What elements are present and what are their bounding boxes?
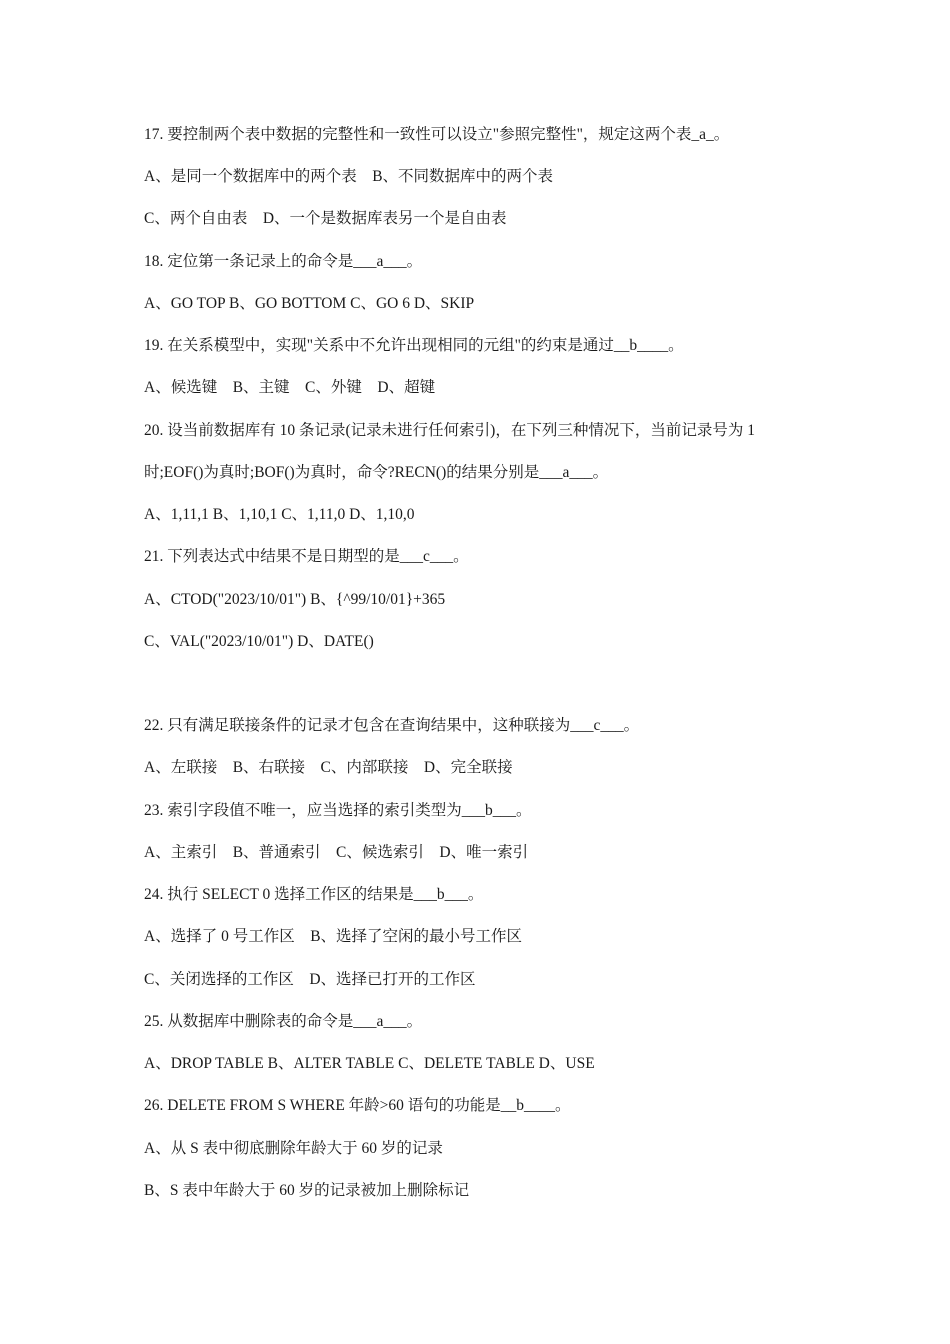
question-24-options-cd: C、关闭选择的工作区 D、选择已打开的工作区 <box>144 971 476 988</box>
question-26-option-a: A、从 S 表中彻底删除年龄大于 60 岁的记录 <box>144 1140 443 1157</box>
question-22-stem: 22. 只有满足联接条件的记录才包含在查询结果中，这种联接为___c___。 <box>144 717 640 734</box>
question-20-options: A、1,11,1 B、1,10,1 C、1,11,0 D、1,10,0 <box>144 506 415 523</box>
question-21-options-ab: A、CTOD("2023/10/01") B、{^99/10/01}+365 <box>144 591 446 608</box>
question-24-stem: 24. 执行 SELECT 0 选择工作区的结果是___b___。 <box>144 886 484 903</box>
question-18-options: A、GO TOP B、GO BOTTOM C、GO 6 D、SKIP <box>144 295 475 312</box>
question-22-options: A、左联接 B、右联接 C、内部联接 D、完全联接 <box>144 759 513 776</box>
question-24-options-ab: A、选择了 0 号工作区 B、选择了空闲的最小号工作区 <box>144 928 523 945</box>
question-26-stem: 26. DELETE FROM S WHERE 年龄>60 语句的功能是__b____。 <box>144 1097 571 1114</box>
question-20-stem-line-1: 20. 设当前数据库有 10 条记录(记录未进行任何索引)，在下列三种情况下，当前记录号为 1 <box>144 422 755 439</box>
question-23-stem: 23. 索引字段值不唯一，应当选择的索引类型为___b___。 <box>144 802 532 819</box>
question-17-stem: 17. 要控制两个表中数据的完整性和一致性可以设立"参照完整性"，规定这两个表_a_。 <box>144 126 730 143</box>
question-23-options: A、主索引 B、普通索引 C、候选索引 D、唯一索引 <box>144 844 529 861</box>
question-19-options: A、候选键 B、主键 C、外键 D、超键 <box>144 379 436 396</box>
question-20-stem-line-2: 时;EOF()为真时;BOF()为真时，命令?RECN()的结果分别是___a___。 <box>144 464 609 481</box>
question-25-options: A、DROP TABLE B、ALTER TABLE C、DELETE TABLE D、USE <box>144 1055 595 1072</box>
question-21-stem: 21. 下列表达式中结果不是日期型的是___c___。 <box>144 548 469 565</box>
question-21-options-cd: C、VAL("2023/10/01") D、DATE() <box>144 633 374 650</box>
question-19-stem: 19. 在关系模型中，实现"关系中不允许出现相同的元组"的约束是通过__b____。 <box>144 337 684 354</box>
question-25-stem: 25. 从数据库中删除表的命令是___a___。 <box>144 1013 423 1030</box>
question-17-options-cd: C、两个自由表 D、一个是数据库表另一个是自由表 <box>144 210 507 227</box>
question-17-options-ab: A、是同一个数据库中的两个表 B、不同数据库中的两个表 <box>144 168 554 185</box>
question-18-stem: 18. 定位第一条记录上的命令是___a___。 <box>144 253 423 270</box>
question-26-option-b: B、S 表中年龄大于 60 岁的记录被加上删除标记 <box>144 1182 470 1199</box>
